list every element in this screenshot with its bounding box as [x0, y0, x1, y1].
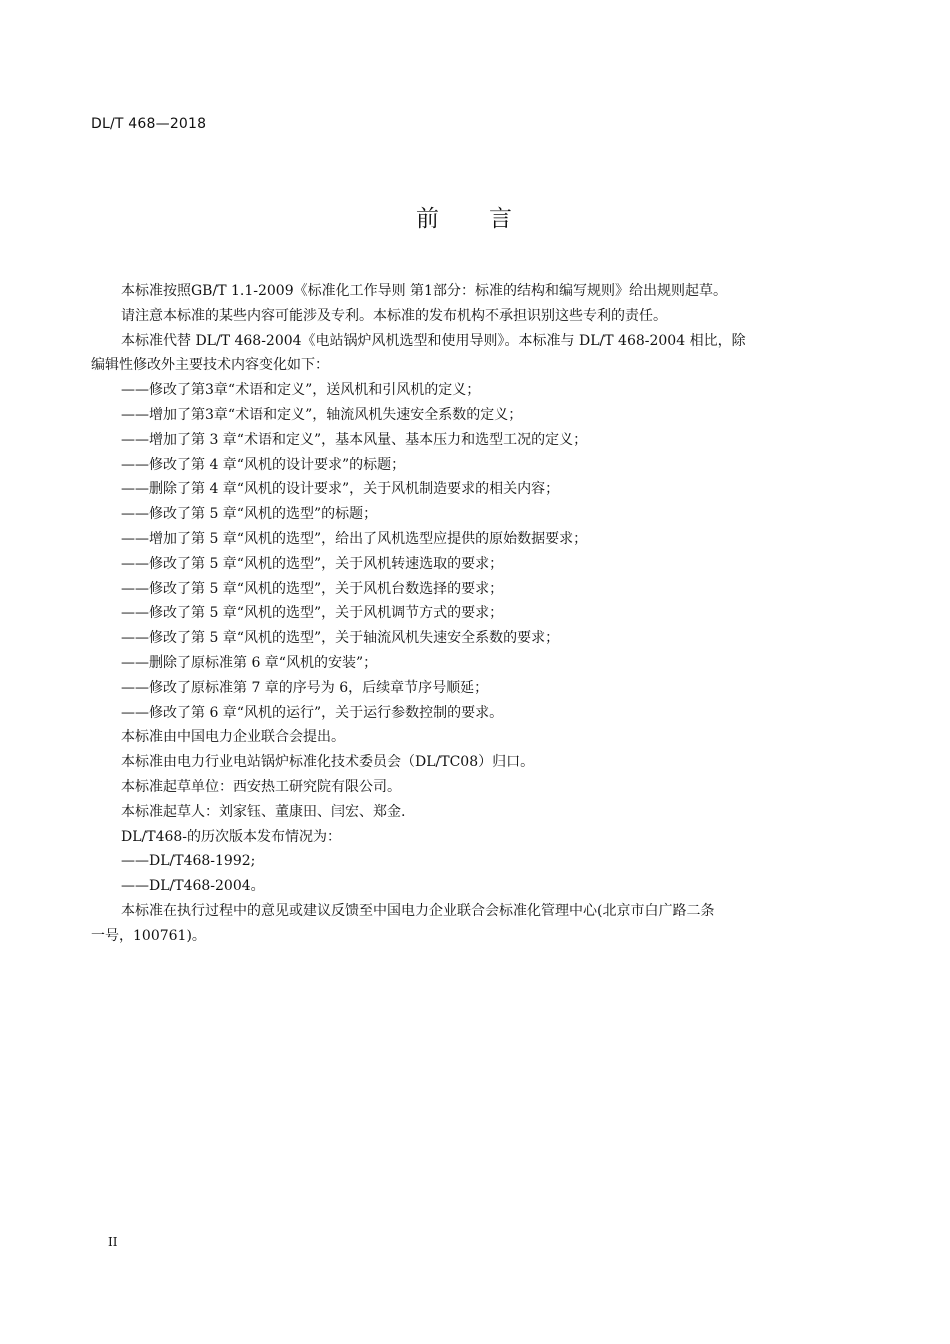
paragraph-continuation: 编辑性修改外主要技术内容变化如下：	[91, 357, 329, 374]
list-item: ——DL/T468-2004。	[121, 878, 265, 895]
list-item: ——增加了第3章“术语和定义”，轴流风机失速安全系数的定义；	[121, 406, 523, 423]
paragraph: DL/T468-的历次版本发布情况为：	[121, 828, 342, 845]
paragraph: 本标准在执行过程中的意见或建议反馈至中国电力企业联合会标准化管理中心(北京市白广路二条	[121, 902, 715, 919]
paragraph: 本标准按照GB/T 1.1-2009《标准化工作导则 第1部分：标准的结构和编写规则》给出规则起草。	[121, 283, 727, 299]
list-item: ——修改了第 5 章“风机的选型”，关于轴流风机失速安全系数的要求；	[121, 630, 560, 647]
list-item: ——修改了第 5 章“风机的选型”，关于风机转速选取的要求；	[121, 555, 504, 572]
list-item: ——修改了第 5 章“风机的选型”，关于风机调节方式的要求；	[121, 605, 504, 622]
title-char-1: 前	[416, 206, 441, 232]
list-item: ——DL/T468-1992;	[121, 853, 256, 870]
standard-code: DL/T 468—2018	[91, 116, 207, 132]
paragraph-continuation: 一号，100761)。	[91, 927, 206, 944]
list-item: ——增加了第 3 章“术语和定义”，基本风量、基本压力和选型工况的定义；	[121, 431, 588, 448]
list-item: ——删除了原标准第 6 章“风机的安装”；	[121, 654, 378, 671]
paragraph: 本标准由中国电力企业联合会提出。	[121, 729, 345, 746]
foreword-body	[91, 279, 843, 949]
list-item: ——修改了第 4 章“风机的设计要求”的标题；	[121, 456, 406, 473]
paragraph: 本标准起草单位：西安热工研究院有限公司。	[121, 778, 401, 795]
paragraph: 请注意本标准的某些内容可能涉及专利。本标准的发布机构不承担识别这些专利的责任。	[121, 307, 667, 324]
title-char-2: 言	[489, 206, 514, 232]
list-item: ——修改了第 5 章“风机的选型”，关于风机台数选择的要求；	[121, 580, 504, 597]
list-item: ——删除了第 4 章“风机的设计要求”，关于风机制造要求的相关内容；	[121, 481, 560, 498]
list-item: ——修改了第3章“术语和定义”，送风机和引风机的定义；	[121, 382, 481, 399]
list-item: ——修改了原标准第 7 章的序号为 6，后续章节序号顺延；	[121, 679, 489, 696]
paragraph: 本标准代替 DL/T 468-2004《电站锅炉风机选型和使用导则》。本标准与 DL/T 468-2004 相比，除	[121, 332, 746, 349]
paragraph: 本标准由电力行业电站锅炉标准化技术委员会（DL/TC08）归口。	[121, 754, 535, 771]
list-item: ——修改了第 5 章“风机的选型”的标题；	[121, 506, 378, 523]
list-item: ——修改了第 6 章“风机的运行”，关于运行参数控制的要求。	[121, 704, 504, 721]
paragraph: 本标准起草人：刘家钰、董康田、闫宏、郑金.	[121, 803, 406, 820]
list-item: ——增加了第 5 章“风机的选型”，给出了风机选型应提供的原始数据要求；	[121, 530, 588, 547]
page-title	[0, 200, 930, 233]
page-number: II	[108, 1235, 118, 1249]
